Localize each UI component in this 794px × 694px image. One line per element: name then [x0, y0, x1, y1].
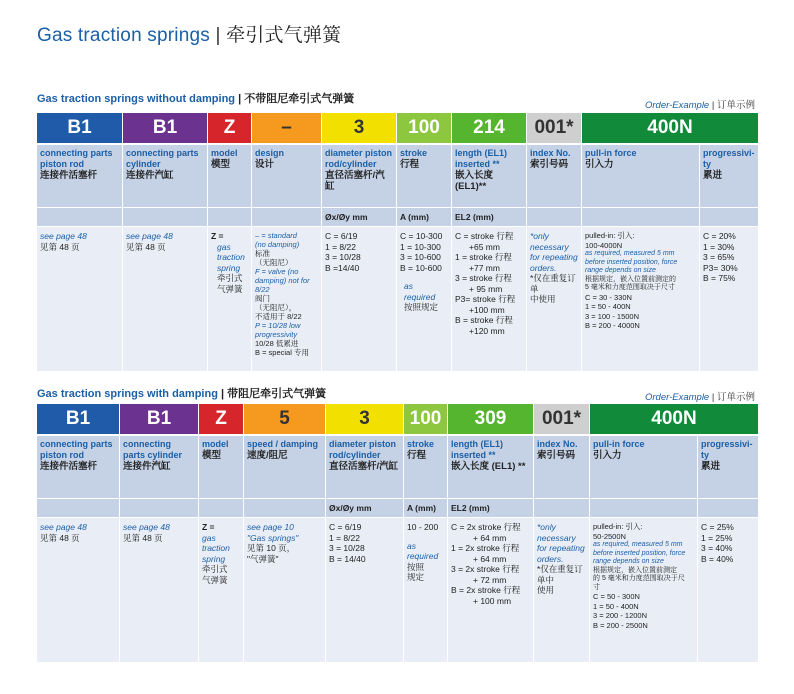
body-cell-diameter	[326, 518, 404, 662]
body-line: *仅在重复订单	[530, 273, 576, 294]
header-cell	[37, 436, 120, 498]
body-line: + 95 mm	[469, 283, 503, 294]
body-line: "气弹簧"	[247, 553, 279, 564]
body-line: *only necessary	[537, 522, 576, 543]
body-line: – = standard	[255, 231, 297, 240]
header-cell	[534, 436, 590, 498]
body-line: see page 48	[126, 231, 173, 241]
header-cell	[452, 145, 527, 207]
body-line: spring	[217, 262, 241, 273]
section-title-cn: 不带阻尼牵引式气弹簧	[244, 93, 355, 105]
header-zh: 索引号码	[537, 450, 576, 461]
body-line: orders.	[530, 262, 557, 273]
body-line: B = stroke 行程	[455, 315, 513, 325]
body-line: range depends on size	[593, 558, 664, 565]
body-line: C = 30 - 330N	[585, 292, 632, 302]
body-line: for repeating	[537, 543, 585, 553]
body-line: gas	[217, 241, 231, 252]
unit-cell	[252, 208, 322, 226]
header-en: index No.	[530, 148, 571, 158]
body-line: C = 20%	[703, 231, 736, 241]
body-line: C = 2x stroke 行程	[451, 522, 521, 532]
body-line: 3 = 200 - 1200N	[593, 611, 647, 620]
unit-cell	[698, 499, 758, 517]
body-line: B = 200 - 4000N	[585, 321, 640, 330]
body-line: +77 mm	[469, 262, 500, 273]
body-cell-progressivity	[700, 227, 758, 371]
header-zh: 嵌入长度 (EL1) **	[451, 461, 526, 472]
body-line: 按照	[407, 561, 425, 572]
header-en: progressivi-ty	[703, 148, 755, 169]
order-example-label	[645, 97, 755, 111]
section-title-sep: |	[217, 388, 228, 400]
unit-cell	[120, 499, 199, 517]
header-cell	[527, 145, 582, 207]
unit-cell: Øx/Øy mm	[322, 208, 397, 226]
body-line: + 64 mm	[473, 532, 507, 543]
body-line: 5 毫米和力度范围取决于尺寸	[585, 284, 675, 291]
body-line: 3 = 100 - 1500N	[585, 311, 639, 321]
code-cell: 309	[448, 404, 534, 434]
header-zh: 引入力	[585, 159, 614, 170]
body-line: 牵引式	[202, 564, 228, 574]
body-row	[37, 518, 758, 662]
body-line: 规定	[407, 572, 425, 582]
body-line: 根据规定，嵌入位置前测定	[593, 566, 677, 574]
section-title-en: Gas traction springs with damping	[37, 388, 218, 400]
body-line: *only necessary	[530, 231, 569, 252]
header-en: index No.	[537, 439, 578, 449]
body-line: 3 = 2x stroke 行程	[451, 564, 520, 574]
body-line: + 64 mm	[473, 553, 507, 564]
unit-cell	[123, 208, 208, 226]
body-cell-force	[590, 518, 698, 662]
code-cell: 3	[326, 404, 404, 434]
body-line: 3 = 65%	[703, 252, 735, 262]
body-line: progressivity	[255, 330, 298, 339]
code-cell: 214	[452, 113, 527, 143]
body-line: F = valve (no	[255, 267, 299, 276]
body-cell-length	[452, 227, 527, 371]
body-line: 1 = 2x stroke 行程	[451, 543, 520, 553]
header-en: stroke	[407, 439, 435, 449]
page-title	[37, 20, 341, 47]
body-cell-length	[448, 518, 534, 662]
section-title-with-damping	[37, 385, 326, 401]
code-cell: 400N	[590, 404, 758, 434]
body-line: B = 2x stroke 行程	[451, 585, 521, 595]
section-title-no-damping	[37, 90, 354, 106]
body-line: 50-2500N	[593, 531, 626, 541]
header-zh: 行程	[407, 450, 427, 461]
body-cell-cylinder	[120, 518, 199, 662]
body-line: C = 6/19	[329, 522, 362, 532]
unit-cell	[244, 499, 326, 517]
unit-row	[37, 208, 758, 226]
order-example-en: Order-Example	[644, 392, 710, 403]
header-zh: 连接件活塞杆	[40, 170, 98, 181]
header-zh: 模型	[211, 159, 231, 170]
body-line: P3= stroke 行程	[455, 294, 516, 304]
order-example-sep: |	[709, 100, 717, 111]
body-line: gas	[202, 532, 216, 543]
body-line: spring	[202, 553, 226, 564]
body-line: （无阻尼）	[255, 258, 293, 267]
body-line: C = 50 - 300N	[593, 592, 640, 601]
header-cell	[404, 436, 448, 498]
body-line: 1 = stroke 行程	[455, 252, 512, 262]
order-table-no-damping	[37, 113, 758, 371]
body-line: 见第 48 页	[123, 532, 163, 543]
code-cell: 5	[244, 404, 326, 434]
header-cell	[37, 145, 123, 207]
header-en: connecting parts piston rod	[40, 439, 113, 460]
header-cell	[322, 145, 397, 207]
body-line: *仅在重复订单中	[537, 564, 583, 585]
body-line: 100-4000N	[585, 240, 623, 250]
unit-cell	[527, 208, 582, 226]
header-zh: 直径活塞杆/汽缸	[329, 461, 399, 472]
body-cell-index	[527, 227, 582, 371]
unit-cell	[534, 499, 590, 517]
order-example-en: Order-Example	[644, 100, 710, 111]
body-line: B = 40%	[701, 553, 734, 564]
body-line: before inserted position, force	[585, 258, 678, 266]
header-cell	[120, 436, 199, 498]
header-cell	[448, 436, 534, 498]
body-line: for repeating	[530, 252, 578, 262]
body-line: 的 5 毫米和力度范围取决于尺	[593, 575, 685, 582]
body-line: 1 = 30%	[703, 241, 735, 252]
body-line: + 72 mm	[473, 574, 507, 585]
header-en: length (EL1) inserted **	[455, 148, 507, 169]
body-line: 气弹簧	[202, 574, 228, 585]
body-line: see page 48	[40, 522, 87, 532]
body-line: traction	[202, 543, 230, 553]
header-zh: 嵌入长度 (EL1)**	[455, 170, 494, 192]
unit-cell: EL2 (mm)	[448, 499, 534, 517]
header-en: model	[202, 439, 229, 449]
body-row	[37, 227, 758, 371]
unit-cell: EL2 (mm)	[452, 208, 527, 226]
page-title-cn: 牵引式气弹簧	[226, 25, 342, 46]
body-line: 1 = 10-300	[400, 241, 441, 252]
body-line: 3 = stroke 行程	[455, 273, 512, 283]
body-cell-piston-rod	[37, 227, 123, 371]
code-cell: 3	[322, 113, 397, 143]
body-cell-piston-rod	[37, 518, 120, 662]
body-line: as required, measured 5 mm	[585, 250, 675, 257]
order-table-with-damping	[37, 404, 758, 662]
unit-cell	[582, 208, 700, 226]
body-line: 见第 48 页	[40, 532, 80, 543]
body-line: B = 75%	[703, 273, 736, 283]
header-zh: 连接件活塞杆	[40, 461, 98, 472]
body-cell-diameter	[322, 227, 397, 371]
body-line: as	[407, 540, 416, 551]
header-cell	[700, 145, 758, 207]
header-en: pull-in force	[585, 148, 637, 158]
body-line: 不适用于 8/22	[255, 312, 302, 321]
body-line: 1 = 8/22	[329, 532, 360, 543]
header-en: diameter piston rod/cylinder	[329, 439, 397, 460]
code-row	[37, 404, 758, 434]
body-cell-speed	[244, 518, 326, 662]
page-title-sep: |	[209, 25, 227, 46]
body-line: B = 14/40	[329, 553, 366, 564]
body-line: orders.	[537, 553, 564, 564]
body-line: 8/22	[255, 285, 270, 294]
body-line: + 100 mm	[473, 595, 512, 606]
header-zh: 累进	[703, 170, 723, 181]
header-zh: 直径活塞杆/汽缸	[325, 170, 385, 192]
unit-cell	[208, 208, 252, 226]
body-cell-design	[252, 227, 322, 371]
header-en: progressivi-ty	[701, 439, 753, 460]
header-en: connecting parts cylinder	[126, 148, 199, 169]
body-line: 1 = 25%	[701, 532, 733, 543]
body-line: 1 = 50 - 400N	[585, 302, 631, 311]
body-line: （无阻尼），	[255, 303, 297, 312]
code-cell: 100	[404, 404, 448, 434]
header-zh: 连接件汽缸	[123, 461, 171, 472]
body-line: 根据规定，嵌入位置前测定的	[585, 275, 676, 283]
body-line: before inserted position, force	[593, 549, 686, 557]
body-line: 见第 10 页，	[247, 543, 296, 553]
body-line: 1 = 8/22	[325, 241, 356, 252]
body-line: 10/28 低累进	[255, 339, 299, 348]
header-zh: 连接件汽缸	[126, 170, 174, 181]
body-line: B = special 专用	[255, 348, 309, 357]
header-en: connecting parts piston rod	[40, 148, 113, 169]
body-line: 使用	[537, 585, 555, 595]
body-line: as	[404, 281, 413, 291]
header-zh: 模型	[202, 450, 222, 461]
body-line: traction	[217, 252, 245, 262]
body-line: required	[407, 551, 439, 561]
body-line: +100 mm	[469, 304, 505, 315]
header-en: model	[211, 148, 238, 158]
body-line: C = 6/19	[325, 231, 358, 241]
header-cell	[326, 436, 404, 498]
code-cell: 100	[397, 113, 452, 143]
order-example-cn: 订单示例	[716, 100, 755, 111]
header-cell	[123, 145, 208, 207]
body-line: range depends on size	[585, 267, 656, 274]
body-line: 阀门	[255, 294, 270, 303]
body-line: 牵引式	[217, 273, 243, 283]
section-title-cn: 带阻尼牵引式气弹簧	[227, 388, 327, 400]
header-cell	[244, 436, 326, 498]
body-line: see page 10	[247, 522, 294, 532]
body-line: 寸	[593, 583, 600, 591]
body-line: 标准	[255, 249, 270, 258]
body-cell-model	[199, 518, 244, 662]
code-row	[37, 113, 758, 143]
body-line: P3= 30%	[703, 262, 738, 273]
code-cell: –	[252, 113, 322, 143]
code-cell: Z	[208, 113, 252, 143]
unit-cell	[37, 208, 123, 226]
header-row	[37, 436, 758, 498]
header-row	[37, 145, 758, 207]
body-line: see page 48	[123, 522, 170, 532]
body-cell-index	[534, 518, 590, 662]
body-line: C = 10-300	[400, 231, 443, 241]
body-line: Z =	[202, 522, 215, 532]
body-cell-model	[208, 227, 252, 371]
header-zh: 索引号码	[530, 159, 569, 170]
body-line: 10 - 200	[407, 522, 439, 532]
body-line: see page 48	[40, 231, 87, 241]
body-line: +120 mm	[469, 325, 505, 336]
body-line: 3 = 10/28	[325, 252, 361, 262]
unit-cell: A (mm)	[404, 499, 448, 517]
code-cell: B1	[120, 404, 199, 434]
body-line: 见第 48 页	[40, 241, 80, 252]
body-cell-stroke	[397, 227, 452, 371]
code-cell: B1	[123, 113, 208, 143]
body-line: C = 25%	[701, 522, 734, 532]
body-line: B = 10-600	[400, 262, 442, 273]
body-line: pulled-in: 引入:	[593, 522, 643, 531]
page-title-en: Gas traction springs	[37, 25, 210, 46]
header-cell	[698, 436, 758, 498]
body-line: B =14/40	[325, 262, 360, 273]
header-en: pull-in force	[593, 439, 645, 449]
body-line: 3 = 40%	[701, 543, 733, 553]
body-line: P = 10/28 low	[255, 321, 301, 330]
order-example-label	[645, 389, 755, 403]
header-en: speed / damping	[247, 439, 319, 449]
header-zh: 引入力	[593, 450, 622, 461]
order-example-cn: 订单示例	[716, 392, 755, 403]
header-cell	[397, 145, 452, 207]
body-line: +65 mm	[469, 241, 500, 252]
header-zh: 设计	[255, 159, 275, 170]
code-cell: Z	[199, 404, 244, 434]
body-line: damping) not for	[255, 276, 310, 285]
code-cell: 400N	[582, 113, 758, 143]
header-cell	[582, 145, 700, 207]
header-zh: 累进	[701, 461, 721, 472]
unit-cell: A (mm)	[397, 208, 452, 226]
body-line: required	[404, 291, 436, 302]
body-line: 中使用	[530, 294, 556, 304]
body-cell-cylinder	[123, 227, 208, 371]
body-line: (no damping)	[255, 240, 300, 249]
body-line: 见第 48 页	[126, 241, 166, 252]
order-example-sep: |	[709, 392, 717, 403]
body-cell-force	[582, 227, 700, 371]
body-line: 1 = 50 - 400N	[593, 601, 639, 611]
body-cell-stroke	[404, 518, 448, 662]
unit-cell	[37, 499, 120, 517]
body-line: 3 = 10/28	[329, 543, 365, 553]
unit-row	[37, 499, 758, 517]
header-zh: 行程	[400, 159, 420, 170]
body-line: C = stroke 行程	[455, 231, 514, 241]
header-en: design	[255, 148, 285, 158]
section-title-sep: |	[235, 93, 245, 105]
header-en: stroke	[400, 148, 428, 158]
section-title-en: Gas traction springs without damping	[37, 93, 236, 105]
header-zh: 速度/阻尼	[247, 450, 288, 461]
body-line: "Gas springs"	[247, 532, 299, 543]
code-cell: 001*	[527, 113, 582, 143]
header-en: diameter piston rod/cylinder	[325, 148, 393, 169]
header-cell	[252, 145, 322, 207]
unit-cell: Øx/Øy mm	[326, 499, 404, 517]
unit-cell	[590, 499, 698, 517]
code-cell: B1	[37, 113, 123, 143]
body-line: pulled-in: 引入:	[585, 231, 635, 240]
body-cell-progressivity	[698, 518, 758, 662]
header-cell	[590, 436, 698, 498]
unit-cell	[700, 208, 758, 226]
header-en: length (EL1) inserted **	[451, 439, 503, 460]
code-cell: B1	[37, 404, 120, 434]
header-cell	[208, 145, 252, 207]
body-line: 气弹簧	[217, 283, 243, 294]
body-line: 按照规定	[404, 302, 439, 312]
unit-cell	[199, 499, 244, 517]
body-line: Z =	[211, 231, 224, 241]
code-cell: 001*	[534, 404, 590, 434]
body-line: as required, measured 5 mm	[593, 541, 683, 548]
body-line: B = 200 - 2500N	[593, 620, 648, 630]
header-en: connecting parts cylinder	[123, 439, 183, 460]
body-line: 3 = 10-600	[400, 252, 441, 262]
header-cell	[199, 436, 244, 498]
